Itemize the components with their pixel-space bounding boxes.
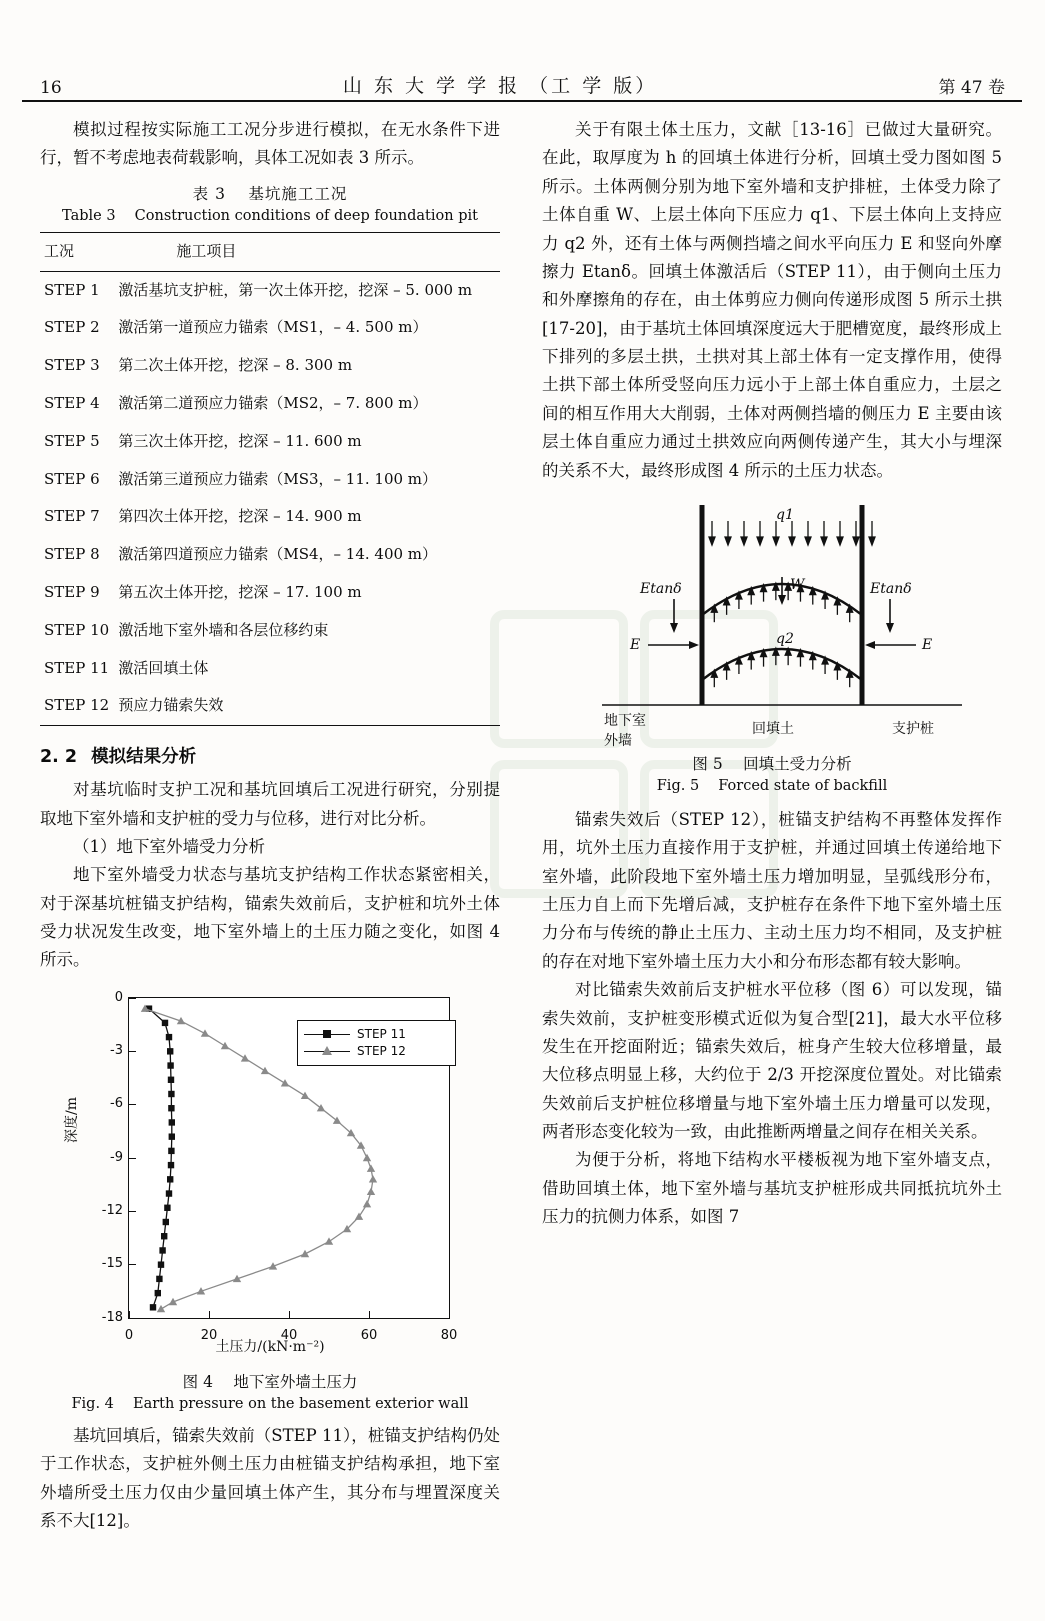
chart-xtick-label: 20 [200, 1327, 218, 1343]
label-support-pile: 支护桩 [892, 720, 934, 737]
chart-data-point [169, 1119, 175, 1125]
chart-data-point [163, 1219, 169, 1225]
cell-item: 激活回填土体 [118, 658, 209, 677]
cell-item: 激活第三道预应力锚索（MS3，– 11. 100 m） [118, 469, 438, 488]
table-row [40, 612, 500, 650]
chart-xtick [129, 1311, 130, 1318]
cell-condition: STEP 8 [44, 545, 100, 564]
chart-legend [297, 1020, 456, 1066]
figure-4 [40, 983, 500, 1416]
table-row [40, 309, 500, 347]
label-E-left: E [630, 636, 641, 653]
label-backfill: 回填土 [752, 720, 794, 737]
section-heading [40, 742, 500, 772]
figure-5 [552, 495, 992, 749]
cell-condition: STEP 9 [44, 582, 100, 601]
cell-item: 第三次土体开挖，挖深 – 11. 600 m [118, 431, 362, 450]
chart-data-point [166, 1190, 172, 1196]
cell-condition: STEP 1 [44, 280, 100, 299]
cell-condition: STEP 10 [44, 620, 110, 639]
chart-data-point [161, 1233, 167, 1239]
chart-data-point [367, 1164, 375, 1171]
right-column [542, 116, 1002, 1535]
table-row [40, 687, 500, 725]
cell-item: 预应力锚索失效 [116, 687, 500, 725]
paragraph: （1）地下室外墙受力分析 [73, 836, 265, 856]
table-header-row [40, 232, 500, 271]
cell-item: 激活地下室外墙和各层位移约束 [118, 620, 329, 639]
label-Etan-right: Etanδ [870, 580, 912, 597]
label-W: W [790, 576, 805, 593]
chart-data-point [164, 1204, 170, 1210]
chart-ytick [129, 1264, 136, 1265]
chart-data-point [157, 1305, 165, 1312]
figure-4-caption-cn: 图 4 地下室外墙土压力 [182, 1372, 358, 1391]
chart-ytick [129, 998, 136, 999]
cell-item: 激活基坑支护桩，第一次土体开挖，挖深 – 5. 000 m [118, 280, 473, 299]
chart-ytick [129, 1211, 136, 1212]
chart-data-point [241, 1054, 249, 1061]
label-q2: q2 [776, 630, 794, 647]
cell-condition: STEP 7 [44, 507, 100, 526]
paragraph: 对基坑临时支护工况和基坑回填后工况进行研究，分别提取地下室外墙和支护桩的受力与位移，进行对比分析。 [40, 780, 500, 828]
chart-data-point [155, 1290, 161, 1296]
chart-xtick-label: 0 [124, 1327, 134, 1343]
chart-ytick-label: -15 [101, 1256, 123, 1272]
chart-data-point [156, 1276, 162, 1282]
table-row [40, 271, 500, 309]
chart-xtick [449, 1311, 450, 1318]
chart-data-point [369, 1175, 377, 1182]
chart-data-point [169, 1133, 175, 1139]
construction-conditions-table [40, 232, 500, 726]
legend-label: STEP 12 [357, 1044, 406, 1059]
chart-data-point [367, 1187, 375, 1194]
chart-xtick [289, 1311, 290, 1318]
figure-4-caption-en: Fig. 4 Earth pressure on the basement exterior wall [71, 1396, 469, 1413]
chart-ytick [129, 1104, 136, 1105]
cell-condition: STEP 11 [44, 658, 110, 677]
page-number: 16 [40, 78, 62, 98]
chart-ytick-label: -18 [101, 1309, 123, 1325]
left-column [40, 116, 500, 1535]
table-row [40, 385, 500, 423]
table-row [40, 461, 500, 499]
chart-ytick [129, 1051, 136, 1052]
paragraph: 地下室外墙受力状态与基坑支护结构工作状态紧密相关，对于深基坑桩锚支护结构，锚索失效前后，支护桩和坑外土体受力状况发生改变，地下室外墙上的土压力随之变化，如图 4 所示。 [40, 865, 500, 970]
legend-item [304, 1043, 449, 1060]
label-E-right: E [922, 636, 933, 653]
chart-plot-area [101, 989, 458, 1343]
chart-data-point [325, 1237, 333, 1244]
cell-item: 第五次土体开挖，挖深 – 17. 100 m [118, 582, 362, 601]
page-header [40, 58, 1005, 98]
cell-item: 激活第二道预应力锚索（MS2，– 7. 800 m） [118, 393, 428, 412]
cell-item: 第四次土体开挖，挖深 – 14. 900 m [118, 507, 362, 526]
chart-xlabel: 土压力/(kN·m⁻²) [215, 1338, 325, 1355]
cell-condition: STEP 6 [44, 469, 100, 488]
chart-data-point [221, 1042, 229, 1049]
chart-data-point [363, 1154, 371, 1161]
chart-data-point [301, 1091, 309, 1098]
journal-title: 山 东 大 学 学 报 （工 学 版） [342, 75, 658, 97]
chart-xtick [369, 1311, 370, 1318]
chart-ytick-label: -9 [110, 1149, 123, 1165]
chart-data-point [159, 1247, 165, 1253]
chart-data-point [261, 1067, 269, 1074]
cell-condition: STEP 4 [44, 393, 100, 412]
label-basement-wall-1: 地下室 [604, 712, 646, 729]
chart-data-point [301, 1250, 309, 1257]
chart-data-point [355, 1212, 363, 1219]
chart-data-point [168, 1148, 174, 1154]
figure-4-caption [40, 1371, 500, 1416]
chart-data-point [201, 1029, 209, 1036]
col-header-item: 施工项目 [116, 232, 500, 271]
chart-earth-pressure [50, 983, 490, 1363]
chart-ytick-label: -12 [101, 1202, 123, 1218]
chart-data-point [168, 1105, 174, 1111]
figure-5-caption-cn: 图 5 回填土受力分析 [692, 754, 852, 773]
chart-data-point [150, 1304, 156, 1310]
table-row [40, 423, 500, 461]
table-caption [40, 183, 500, 228]
chart-ylabel: 深度/m [64, 1096, 80, 1143]
label-basement-wall-2: 外墙 [604, 732, 632, 749]
chart-data-point [168, 1091, 174, 1097]
chart-data-point [167, 1062, 173, 1068]
chart-xtick-label: 60 [360, 1327, 378, 1343]
chart-data-point [168, 1162, 174, 1168]
label-Etan-left: Etanδ [640, 580, 682, 597]
chart-data-point [166, 1034, 172, 1040]
cell-condition: STEP 5 [44, 431, 100, 450]
section-number: 2. 2 [40, 747, 78, 768]
table-row [40, 574, 500, 612]
figure-5-caption [542, 753, 1002, 798]
paragraph: 为便于分析，将地下结构水平楼板视为地下室外墙支点，借助回填土体，地下室外墙与基坑支护桩形成共同抵抗坑外土压力的抗侧力体系，如图 7 [542, 1150, 1002, 1227]
cell-condition: STEP 3 [44, 356, 100, 375]
legend-marker-triangle [304, 1051, 350, 1052]
chart-data-point [168, 1076, 174, 1082]
chart-ytick-label: 0 [114, 989, 123, 1005]
figure-5-diagram [552, 495, 992, 745]
paragraph: 关于有限土体土压力，文献［13-16］已做过大量研究。在此，取厚度为 h 的回填土体进行分析，回填土受力图如图 5 所示。土体两侧分别为地下室外墙和支护排桩，土体受力除了土体自重 W、上层土体向下压应力 q1、下层土体向上支持应力 q2 外，还有土体与两侧挡墙之间水平向压力 E 和竖向外摩擦力 Etanδ。回填土体激活后（STEP 11），由于侧向土压力和外摩擦角的存在，由土体剪应力侧向传递形成图 5 所示土拱[17-20]，由于基坑土体回填深度远大于肥槽宽度，最终形成上下排列的多层土拱，土拱对其上部土体有一定支撑作用，使得土拱下部土体所受竖向压力远小于上部土体自重应力，土层之间的相互作用大大削弱，土体对两侧挡墙的侧压力 E 主要由该层土体自重应力通过土拱效应向两侧传递产生，其大小与埋深的关系不大，最终形成图 4 所示的土压力状态。 [542, 120, 1002, 480]
volume-label: 第 47 卷 [938, 78, 1005, 98]
legend-label: STEP 11 [357, 1027, 406, 1042]
label-q1: q1 [776, 506, 794, 523]
section-title: 模拟结果分析 [91, 747, 197, 768]
table-row [40, 650, 500, 688]
chart-data-point [333, 1116, 341, 1123]
paragraph: 模拟过程按实际施工工况分步进行模拟，在无水条件下进行，暂不考虑地表荷载影响，具体工况如表 3 所示。 [40, 120, 500, 168]
table-row [40, 536, 500, 574]
chart-data-point [363, 1200, 371, 1207]
chart-data-point [281, 1079, 289, 1086]
legend-marker-square [304, 1034, 350, 1035]
chart-ytick [129, 1158, 136, 1159]
paragraph: 对比锚索失效前后支护桩水平位移（图 6）可以发现，锚索失效前，支护桩变形模式近似为复合型[21]，最大水平位移发生在开挖面附近；锚索失效后，桩身产生较大位移增量，最大位移点明显上移，大约位于 2/3 开挖深度位置处。对比锚索失效前后支护桩位移增量与地下室外墙土压力增量可以发现，两者形态变化较为一致，由此推断两增量之间存在相关关系。 [542, 980, 1002, 1141]
chart-data-point [162, 1020, 168, 1026]
table-row [40, 347, 500, 385]
chart-xtick [209, 1311, 210, 1318]
table-caption-cn: 表 3 基坑施工工况 [192, 184, 348, 203]
chart-data-point [158, 1261, 164, 1267]
cell-item: 第二次土体开挖，挖深 – 8. 300 m [118, 356, 353, 375]
cell-item: 激活第四道预应力锚索（MS4，– 14. 400 m） [118, 545, 438, 564]
chart-ytick-label: -3 [110, 1042, 123, 1058]
paragraph: 基坑回填后，锚索失效前（STEP 11），桩锚支护结构仍处于工作状态，支护桩外侧土压力由桩锚支护结构承担，地下室外墙所受土压力仅由少量回填土体产生，其分布与埋置深度关系不大[12]。 [40, 1425, 500, 1530]
chart-data-point [167, 1176, 173, 1182]
col-header-condition: 工况 [40, 232, 116, 271]
cell-condition: STEP 2 [44, 318, 100, 337]
cell-item: 激活第一道预应力锚索（MS1，– 4. 500 m） [118, 318, 428, 337]
table-caption-en: Table 3 Construction conditions of deep foundation pit [62, 208, 478, 224]
cell-condition: STEP 12 [40, 687, 116, 725]
paragraph: 锚索失效后（STEP 12），桩锚支护结构不再整体发挥作用，坑外土压力直接作用于支护桩，并通过回填土传递给地下室外墙，此阶段地下室外墙土压力增加明显，呈弧线形分布，土压力自上而下先增后减，支护桩存在条件下地下室外墙土压力分布与传统的静止土压力、主动土压力均不相同，及支护桩的存在对地下室外墙土压力大小和分布形态都有较大影响。 [542, 809, 1002, 971]
chart-ytick-label: -6 [110, 1096, 123, 1112]
header-rule [22, 100, 1022, 102]
chart-xtick-label: 40 [280, 1327, 298, 1343]
chart-data-point [167, 1048, 173, 1054]
chart-xtick-label: 80 [440, 1327, 458, 1343]
table-row [40, 498, 500, 536]
figure-5-caption-en: Fig. 5 Forced state of backfill [656, 778, 888, 795]
